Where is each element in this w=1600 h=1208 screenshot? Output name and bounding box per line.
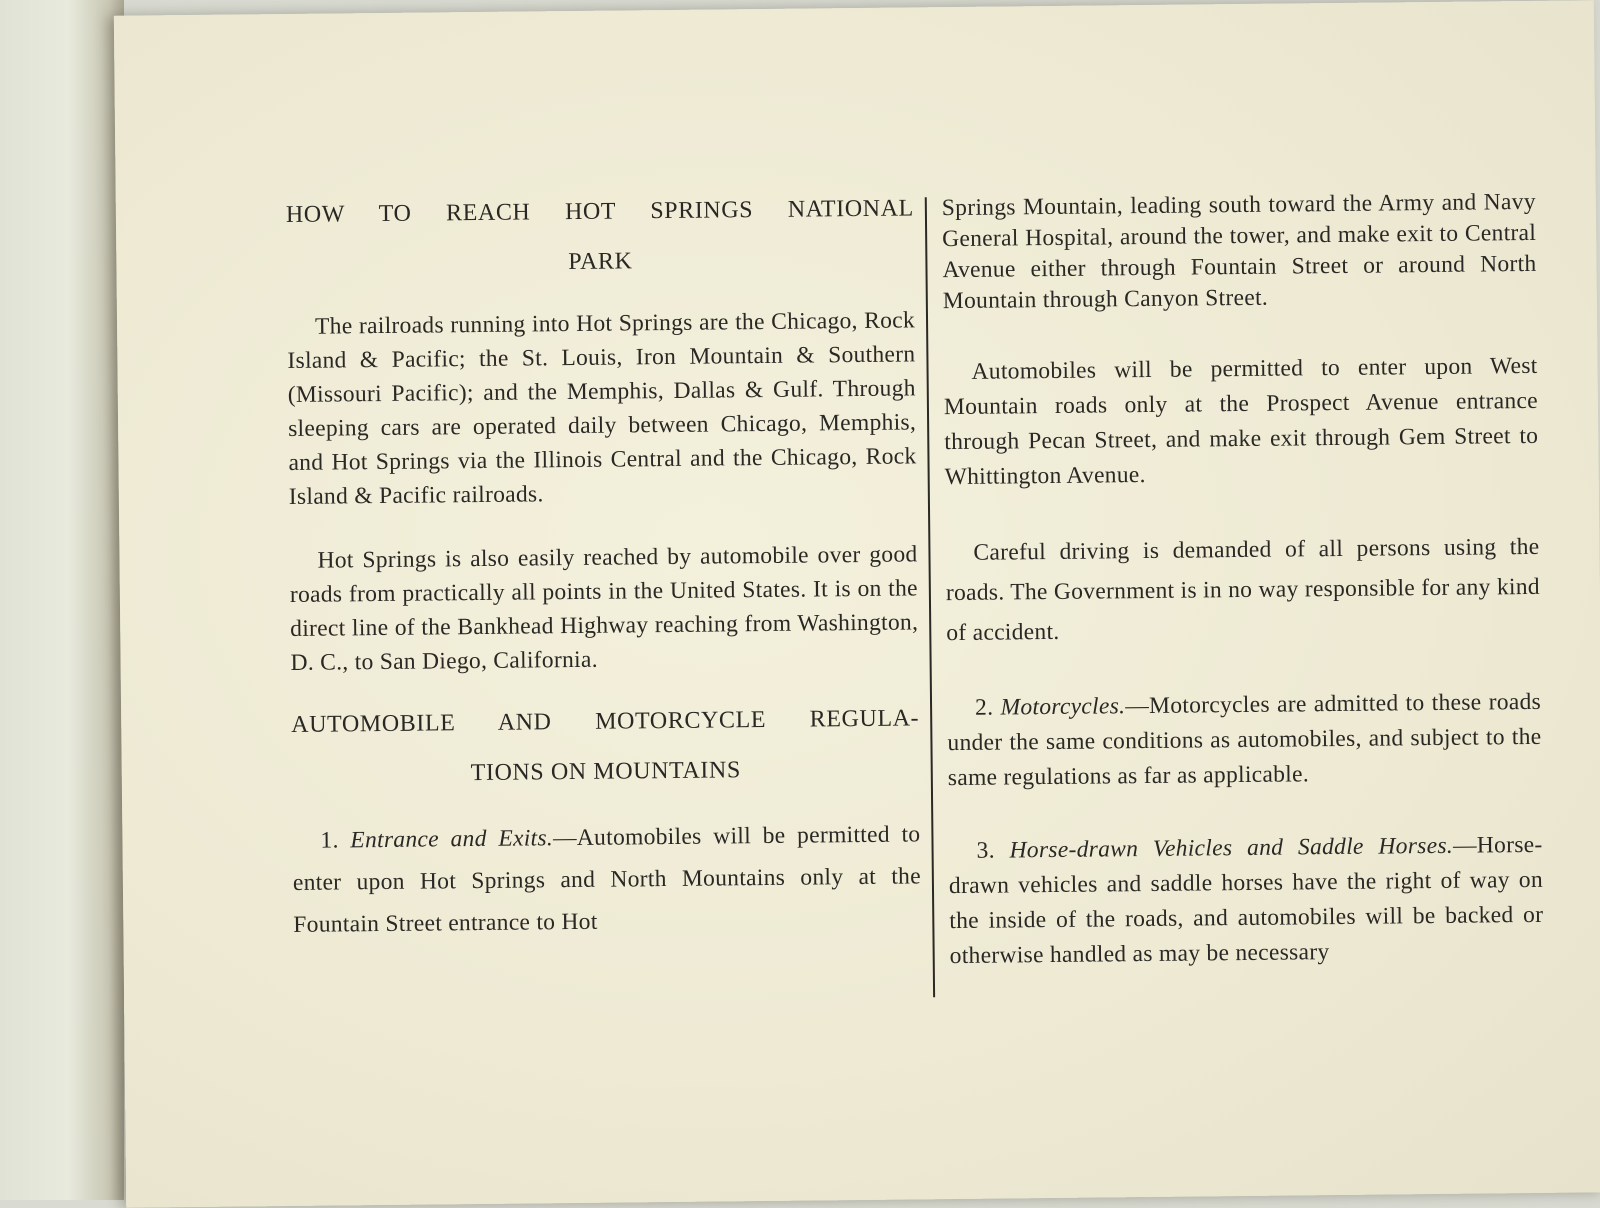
item-number: 2. xyxy=(974,694,994,721)
right-column xyxy=(942,187,1544,974)
item-text: —Automobiles will be permitted to enter upon Hot Springs and North Mountains only at the Fountain Street entrance to Hot xyxy=(292,821,921,938)
paragraph-automobile-access: Hot Springs is also easily reached by automobile over good roads from practically all points in the United States. It is on the direct line of the Bankhead Highway reaching from Washington, D. C., to San Diego, California. xyxy=(289,541,919,676)
regulation-item-1 xyxy=(292,813,921,946)
item-number: 1. xyxy=(320,827,339,854)
book-page xyxy=(114,0,1600,1207)
item-title: Motorcycles. xyxy=(1000,693,1126,721)
section-heading-regulations: AUTOMOBILE AND MOTORCYCLE REGULA- xyxy=(291,705,920,738)
book-spine-shadow xyxy=(0,0,124,1200)
item-text: —Motorcycles are admitted to these roads under the same conditions as automobiles, and subject to the same regulations as far as applicable. xyxy=(947,688,1542,792)
paragraph-hot-springs-mountain: Springs Mountain, leading south toward the Army and Navy General Hospital, around the tower, and make exit to Central Avenue either through Fountain Street or around North Mountain through Canyon Street. xyxy=(941,188,1537,315)
section-heading-how-to-reach: HOW TO REACH HOT SPRINGS NATIONAL xyxy=(285,195,914,228)
regulation-item-2 xyxy=(947,685,1542,796)
column-divider xyxy=(925,197,935,997)
item-title: Horse-drawn Vehicles and Saddle Horses. xyxy=(1009,832,1454,864)
item-text: —Horse-drawn vehicles and saddle horses have the right of way on the inside of the roads, and automobiles will be backed or otherwise handled as may be necessary xyxy=(948,831,1544,970)
section-heading-how-to-reach-cont: PARK xyxy=(568,248,633,276)
item-title: Entrance and Exits. xyxy=(350,825,554,854)
section-heading-regulations-cont: TIONS ON MOUNTAINS xyxy=(470,757,741,787)
paragraph-careful-driving: Careful driving is demanded of all persons using the roads. The Government is in no way responsible for any kind of accident. xyxy=(945,533,1540,647)
item-number: 3. xyxy=(976,837,995,864)
paragraph-railroads: The railroads running into Hot Springs are the Chicago, Rock Island & Pacific; the St. Louis, Iron Mountain & Southern (Missouri Pacific); and the Memphis, Dallas & Gulf. Through sleeping cars are operated daily between Chicago, Memphis, and Hot Springs via the Illinois Central and the Chicago, Rock Island & Pacific railroads. xyxy=(287,307,917,510)
left-column xyxy=(286,193,922,946)
paragraph-west-mountain: Automobiles will be permitted to enter upon West Mountain roads only at the Prospect Avenue entrance through Pecan Street, and make exit through Gem Street to Whittington Avenue. xyxy=(943,352,1539,491)
regulation-item-3 xyxy=(948,828,1543,974)
